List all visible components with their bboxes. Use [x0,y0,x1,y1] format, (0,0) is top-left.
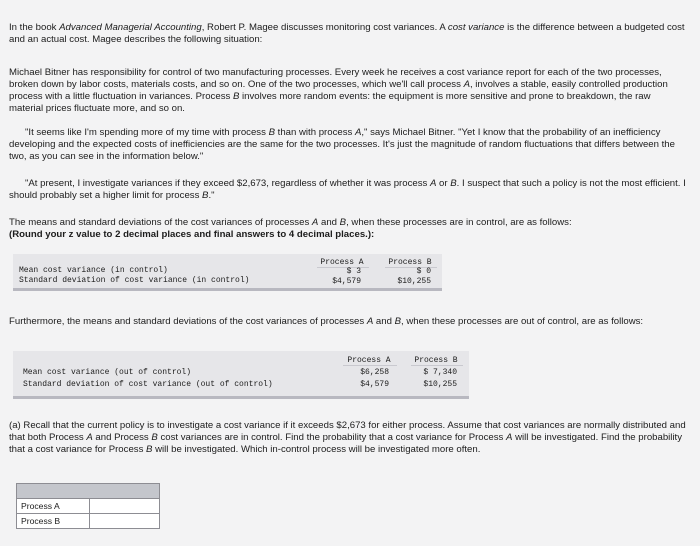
text: The means and standard deviations of the cost variances of processes [9,217,312,228]
answer-row-label: Process B [21,516,61,526]
text: ." [208,190,215,201]
process-label: B [339,217,347,228]
cell-std-a: $4,579 [332,277,361,286]
col-header-process-a: Process A [320,258,364,267]
row-label-std-dev: Standard deviation of cost variance (in control) [19,276,250,285]
answer-input-process-a[interactable] [89,499,160,513]
table-bottom-bar [13,396,469,399]
process-label: A [463,79,470,90]
process-label: B [232,91,240,102]
text: In the book [9,22,60,33]
book-title: Advanced Managerial Accounting [59,22,202,33]
question-a-paragraph [9,420,687,456]
table-bottom-bar [13,288,442,291]
cell-std-b: $10,255 [423,380,457,389]
text: ," says Michael Bitner. "Yet I know that the probability of an inefficiency developing and the expected costs of inefficiencies are the same for the two processes. It's just the magnitude of random fluctuations that differs between the two, as you can see in the information below." [9,127,675,162]
process-label: B [202,190,209,201]
col-header-process-a: Process A [347,356,391,365]
process-label: B [146,444,153,455]
text: "At present, I investigate variances if they exceed $2,673, regardless of whether it was process [25,178,430,189]
divider [343,365,397,366]
process-label: B [268,127,275,138]
row-label-std-dev: Standard deviation of cost variance (out of control) [23,380,273,389]
text: will be investigated. Find the probability that a cost variance for Process [9,432,683,455]
col-header-process-b: Process B [388,258,432,267]
cell-mean-b: $ 0 [416,267,431,276]
process-label: A [506,432,513,443]
text: (a) Recall that the current policy is to investigate a cost variance if it exceeds $2,673 for either process. Assume that cost variances are normally distributed and that both Process [9,420,686,443]
quote-paragraph-1 [9,127,687,163]
text: is the difference between a budgeted cost and an actual cost. Magee describes the following situation: [9,22,685,45]
process-label: B [394,316,401,327]
text: or [436,178,451,189]
col-header-process-b: Process B [414,356,458,365]
text: and [318,217,340,228]
rounding-instruction: (Round your z value to 2 decimal places and final answers to 4 decimal places.): [9,229,375,240]
cell-std-a: $4,579 [360,380,389,389]
text: , involves a stable, easily controlled production process with a little fluctuation in variances. Process [9,79,668,102]
out-of-control-table [13,351,469,399]
answer-table-header [17,484,159,499]
process-label: A [429,178,437,189]
situation-paragraph [9,67,687,115]
text: cost variances are in control. Find the probability that a cost variance for Process [157,432,507,443]
answer-row-process-a [17,499,159,514]
process-label: A [311,217,319,228]
answer-table [16,483,160,529]
text: Michael Bitner has responsibility for control of two manufacturing processes. Every week he receives a cost variance report for each of the two processes, broken down by labor costs, materials costs, and so on. One of the two processes, which we'll call process [9,67,662,90]
answer-row-label: Process A [21,501,60,511]
row-label-mean: Mean cost variance (out of control) [23,368,192,377]
means-intro-paragraph [9,217,687,241]
process-label: B [151,432,158,443]
in-control-table [13,254,442,291]
process-label: A [86,432,93,443]
text: , Robert P. Magee discusses monitoring cost variances. A [201,22,448,33]
intro-paragraph [9,22,687,46]
text: will be investigated. Which in-control process will be investigated more often. [152,444,481,455]
text: , when these processes are in control, are as follows: [346,217,572,228]
cell-mean-a: $ 3 [346,267,361,276]
text: "It seems like I'm spending more of my time with process [25,127,269,138]
process-label: B [450,178,457,189]
text: and Process [92,432,152,443]
text: . I suspect that such a policy is not the most efficient. I should probably set a higher limit for process [9,178,686,201]
text: Furthermore, the means and standard deviations of the cost variances of processes [9,316,367,327]
divider [411,365,463,366]
cell-mean-a: $6,258 [360,368,389,377]
text: than with process [274,127,355,138]
cell-mean-b: $ 7,340 [423,368,457,377]
cell-std-b: $10,255 [397,277,431,286]
text: and [373,316,395,327]
row-label-mean: Mean cost variance (in control) [19,266,168,275]
answer-row-process-b [17,514,159,528]
term: cost variance [447,22,505,33]
process-label: A [354,127,362,138]
text: , when these processes are out of control, are as follows: [400,316,644,327]
quote-paragraph-2 [9,178,687,202]
out-of-control-intro-paragraph [9,316,687,328]
answer-input-process-b[interactable] [89,514,160,528]
process-label: A [366,316,374,327]
text: involves more random events: the equipment is more sensitive and prone to breakdown, the raw material prices fluctuate more, and so on. [9,91,651,114]
